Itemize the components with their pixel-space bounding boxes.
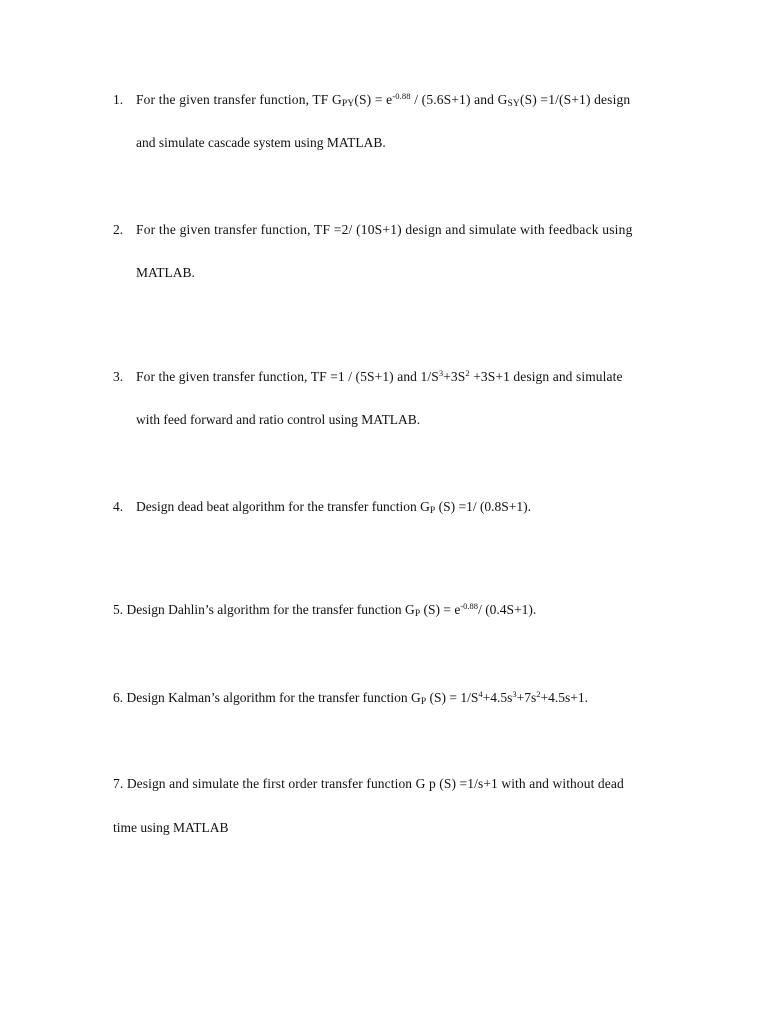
item-5-line-1: 5. Design Dahlin’s algorithm for the transfer function $G_P$ $(S) = e^{-0.88}/$ (0.4S+1). xyxy=(113,601,537,619)
item-7-line-1: 7. Design and simulate the first order transfer function G p (S) =1/s+1 with and without dead xyxy=(113,776,624,791)
item-7-line-2: time using MATLAB xyxy=(113,820,229,835)
item-1-number: 1. xyxy=(113,92,124,107)
item-2-line-2: MATLAB. xyxy=(136,265,195,280)
item-4-line-1: Design dead beat algorithm for the transfer function $G_P$ (S) =1/ (0.8S+1). xyxy=(136,499,532,516)
item-3-number: 3. xyxy=(113,369,124,384)
item-1-line-2: and simulate cascade system using MATLAB. xyxy=(136,135,386,150)
item-2-line-1: For the given transfer function, TF =2/ (10S+1) design and simulate with feedback using xyxy=(136,222,633,237)
item-3-line-2: with feed forward and ratio control using MATLAB. xyxy=(136,412,421,427)
item-4-number: 4. xyxy=(113,499,124,514)
item-6-line-1: 6. Design Kalman’s algorithm for the transfer function $G_P$ $(S) = 1/S^4+4.5s^3+7s^2+4.5s+1$. xyxy=(113,689,588,707)
item-5-number: 5. xyxy=(113,602,124,617)
item-1-line-1: For the given transfer function, TF $G_{PY}(S) = e^{-0.88} / (5.6S+1)$ and $G_{SY}(S) =1/(S+1)$ design xyxy=(136,91,631,109)
item-7-number: 7. xyxy=(113,776,124,791)
item-6-number: 6. xyxy=(113,690,124,705)
item-3-line-1: For the given transfer function, TF =1 / (5S+1) and $1/S^3+3S^2 +3S+1$ design and simulate xyxy=(136,368,623,384)
item-2-number: 2. xyxy=(113,222,124,237)
